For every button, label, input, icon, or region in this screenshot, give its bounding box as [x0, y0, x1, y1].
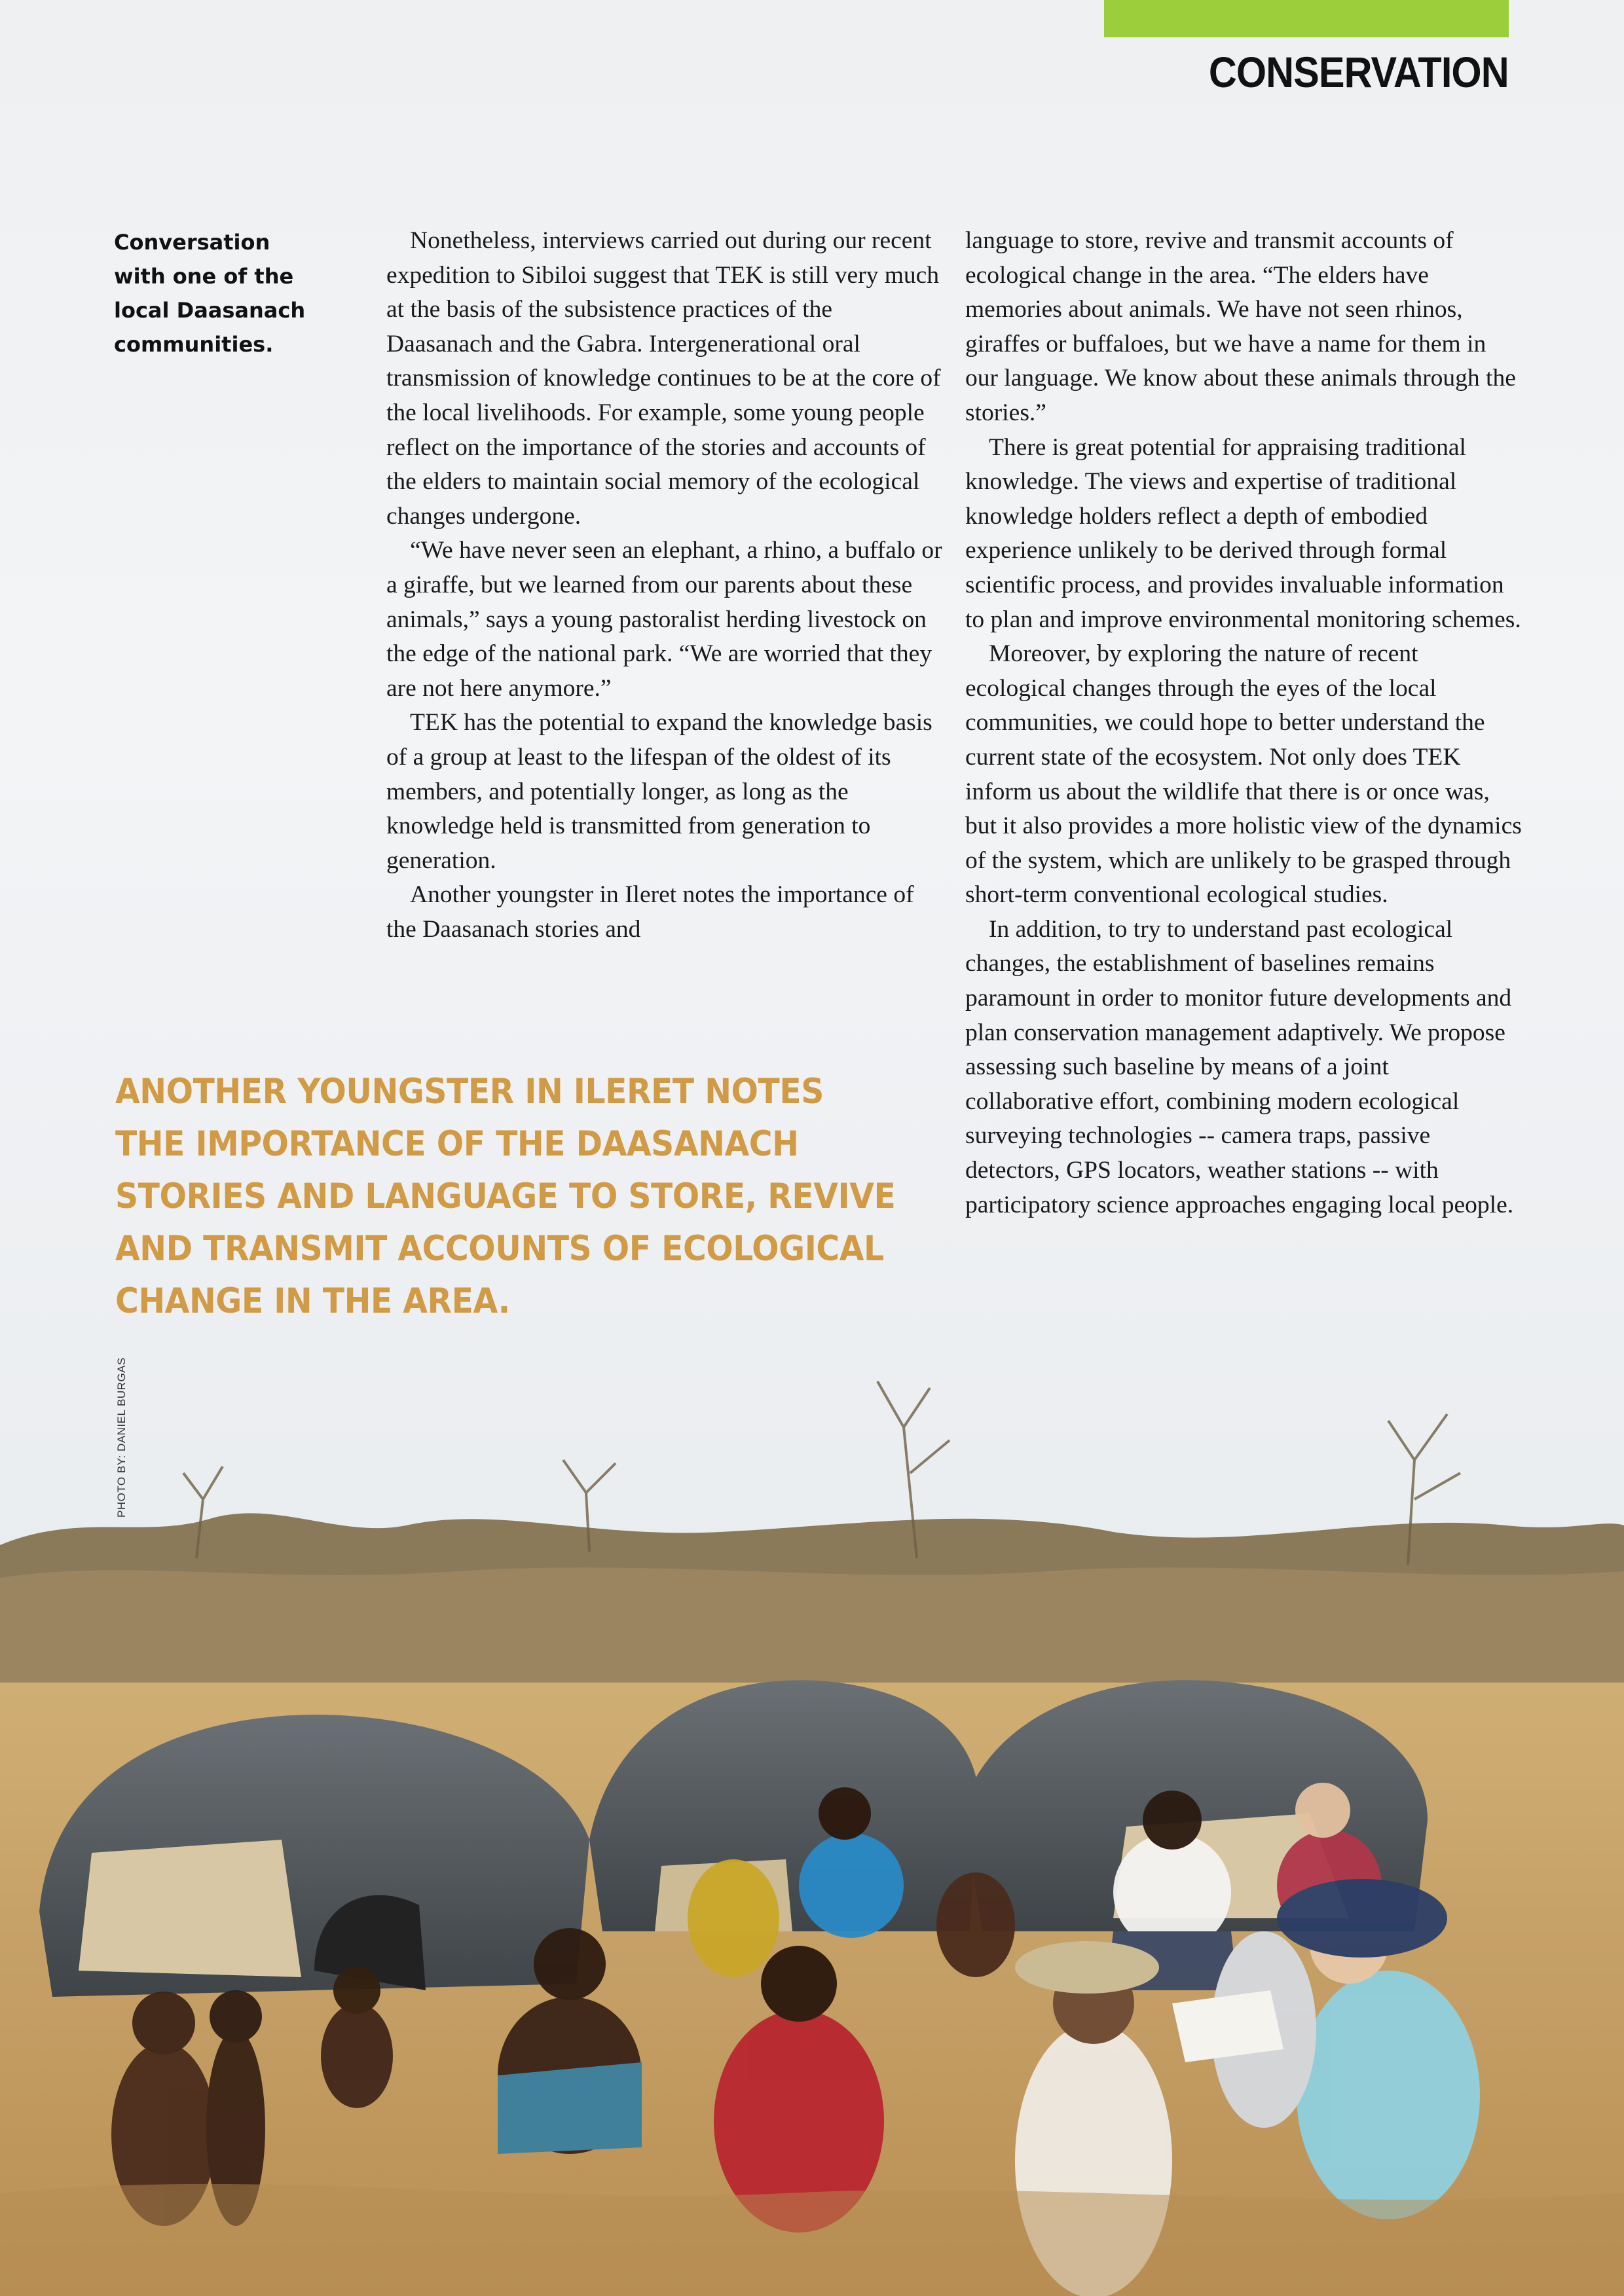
photo-caption: Conversation with one of the local Daasanach communities.	[114, 230, 306, 357]
article-column-left	[386, 224, 943, 947]
paragraph: Moreover, by exploring the nature of recent ecological changes through the eyes of the local communities, we could hope to better understand the current state of the ecosystem. Not only does TEK inform us about the wildlife that there is or once was, but it also provides a more holistic view of the dynamics of the system, which are unlikely to be grasped through short-term conventional ecological studies.	[965, 640, 1522, 909]
section-accent-bar	[1104, 0, 1509, 37]
photo-credit: PHOTO BY: DANIEL BURGAS	[115, 1357, 128, 1518]
paragraph: “We have never seen an elephant, a rhino, a buffalo or a giraffe, but we learned from our parents about these animals,” says a young pastoralist herding livestock on the edge of the national park. “We are worried that they are not here anymore.”	[386, 537, 942, 702]
paragraph: There is great potential for appraising traditional knowledge. The views and expertise of traditional knowledge holders reflect a depth of embodied experience unlikely to be derived through formal scientific process, and provides invaluable information to plan and improve environmental monitoring schemes.	[965, 433, 1521, 633]
paragraph: In addition, to try to understand past ecological changes, the establishment of baselines remains paramount in order to monitor future developments and plan conservation management adaptively. We propose assessing such baseline by means of a joint collaborative effort, combining modern ecological surveying technologies -- camera traps, passive detectors, GPS locators, weather stations -- with participatory science approaches engaging local people.	[965, 915, 1514, 1218]
photo-daasanach-gathering	[0, 1342, 1624, 2296]
paragraph: Nonetheless, interviews carried out during our recent expedition to Sibiloi suggest that TEK is still very much at the basis of the subsistence practices of the Daasanach and the Gabra. Intergenerational oral transmission of knowledge continues to be at the core of the local livelihoods. For example, some young people reflect on the importance of the stories and accounts of the elders to maintain social memory of the ecological changes undergone.	[386, 227, 941, 530]
paragraph: Another youngster in Ileret notes the importance of the Daasanach stories and	[386, 881, 914, 943]
article-column-right	[965, 224, 1522, 1222]
paragraph: language to store, revive and transmit accounts of ecological change in the area. “The elders have memories about animals. We have not seen rhinos, giraffes or buffaloes, but we have a name for them in our language. We know about these animals through the stories.”	[965, 227, 1516, 426]
section-title: CONSERVATION	[1209, 48, 1509, 96]
paragraph: TEK has the potential to expand the knowledge basis of a group at least to the lifespan of the oldest of its members, and potentially longer, as long as the knowledge held is transmitted from generation to generation.	[386, 709, 932, 874]
pull-quote: ANOTHER YOUNGSTER IN ILERET NOTES THE IMPORTANCE OF THE DAASANACH STORIES AND LANGUAGE TO STORE, REVIVE AND TRANSMIT ACCOUNTS OF ECOLOGICAL CHANGE IN THE AREA.	[115, 1072, 896, 1321]
